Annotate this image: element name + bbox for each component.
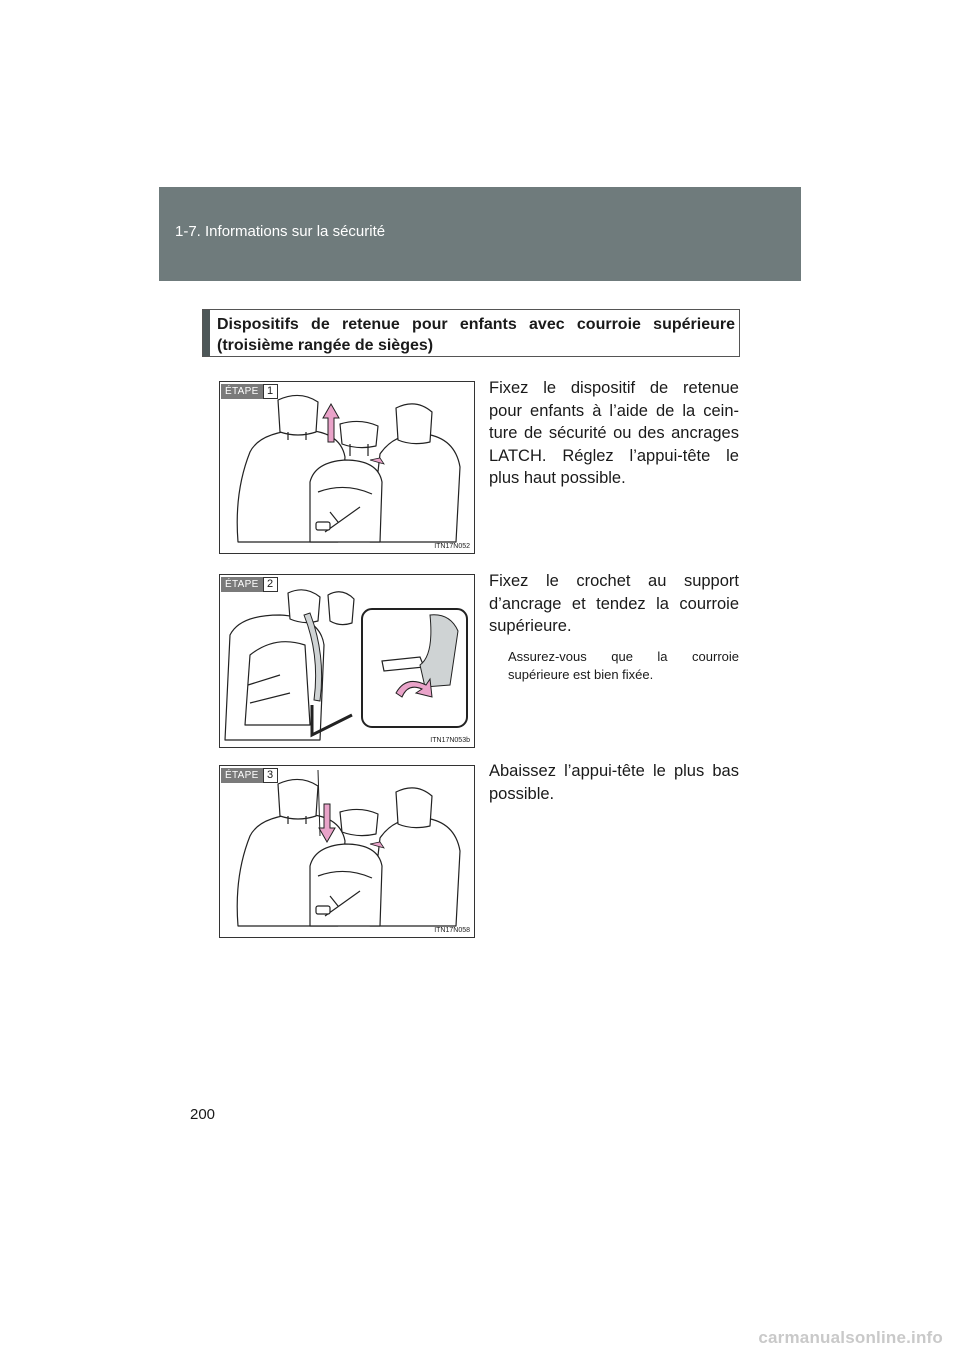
chapter-title: 1-7. Informations sur la sécurité	[175, 223, 386, 240]
text-line: Fixez le crochet au support	[489, 572, 739, 590]
step-3-text	[489, 760, 739, 805]
step-2-badge	[221, 577, 278, 592]
text-line: supérieure.	[489, 617, 572, 635]
step-1-badge	[221, 384, 278, 399]
step-2-text	[489, 570, 739, 638]
step-1-text	[489, 377, 739, 490]
chapter-header	[159, 187, 801, 281]
text-line: LATCH. Réglez l’appui-tête le	[489, 446, 739, 465]
text-line: possible.	[489, 784, 555, 803]
tether-hook-drawing	[220, 575, 474, 747]
step-3-badge	[221, 768, 278, 783]
seat-headrest-up-drawing	[220, 382, 474, 553]
text-line: pour enfants à l’aide de la cein-	[489, 401, 739, 420]
step-2-note: Assurez-vous que la courroie supérieure est bien fixée.	[508, 649, 739, 682]
text-line: d’ancrage et tendez la courroie	[489, 594, 739, 613]
step-label: ÉTAPE	[221, 768, 263, 783]
section-heading-bar	[203, 310, 210, 356]
step-2-illustration	[219, 574, 475, 748]
text-line: plus haut possible.	[489, 469, 626, 487]
page-number: 200	[190, 1106, 216, 1123]
step-number: 3	[263, 768, 278, 783]
step-number: 1	[263, 384, 278, 399]
text-line: Fixez le dispositif de retenue	[489, 379, 739, 397]
step-1-illustration	[219, 381, 475, 554]
figure-code: ITN17N053b	[430, 737, 470, 744]
text-line: ture de sécurité ou des ancrages	[489, 424, 739, 442]
section-title: Dispositifs de retenue pour enfants avec courroie supérieure (troisième rangée de sièges)	[217, 316, 735, 354]
section-heading-box	[202, 309, 740, 357]
seat-headrest-down-drawing	[220, 766, 474, 937]
watermark: carmanualsonline.info	[758, 1328, 943, 1347]
figure-code: ITN17N058	[434, 927, 470, 934]
step-label: ÉTAPE	[221, 384, 263, 399]
step-label: ÉTAPE	[221, 577, 263, 592]
step-3-illustration	[219, 765, 475, 938]
text-line: Abaissez l’appui-tête le plus bas	[489, 762, 739, 780]
figure-code: ITN17N052	[434, 543, 470, 550]
step-number: 2	[263, 577, 278, 592]
